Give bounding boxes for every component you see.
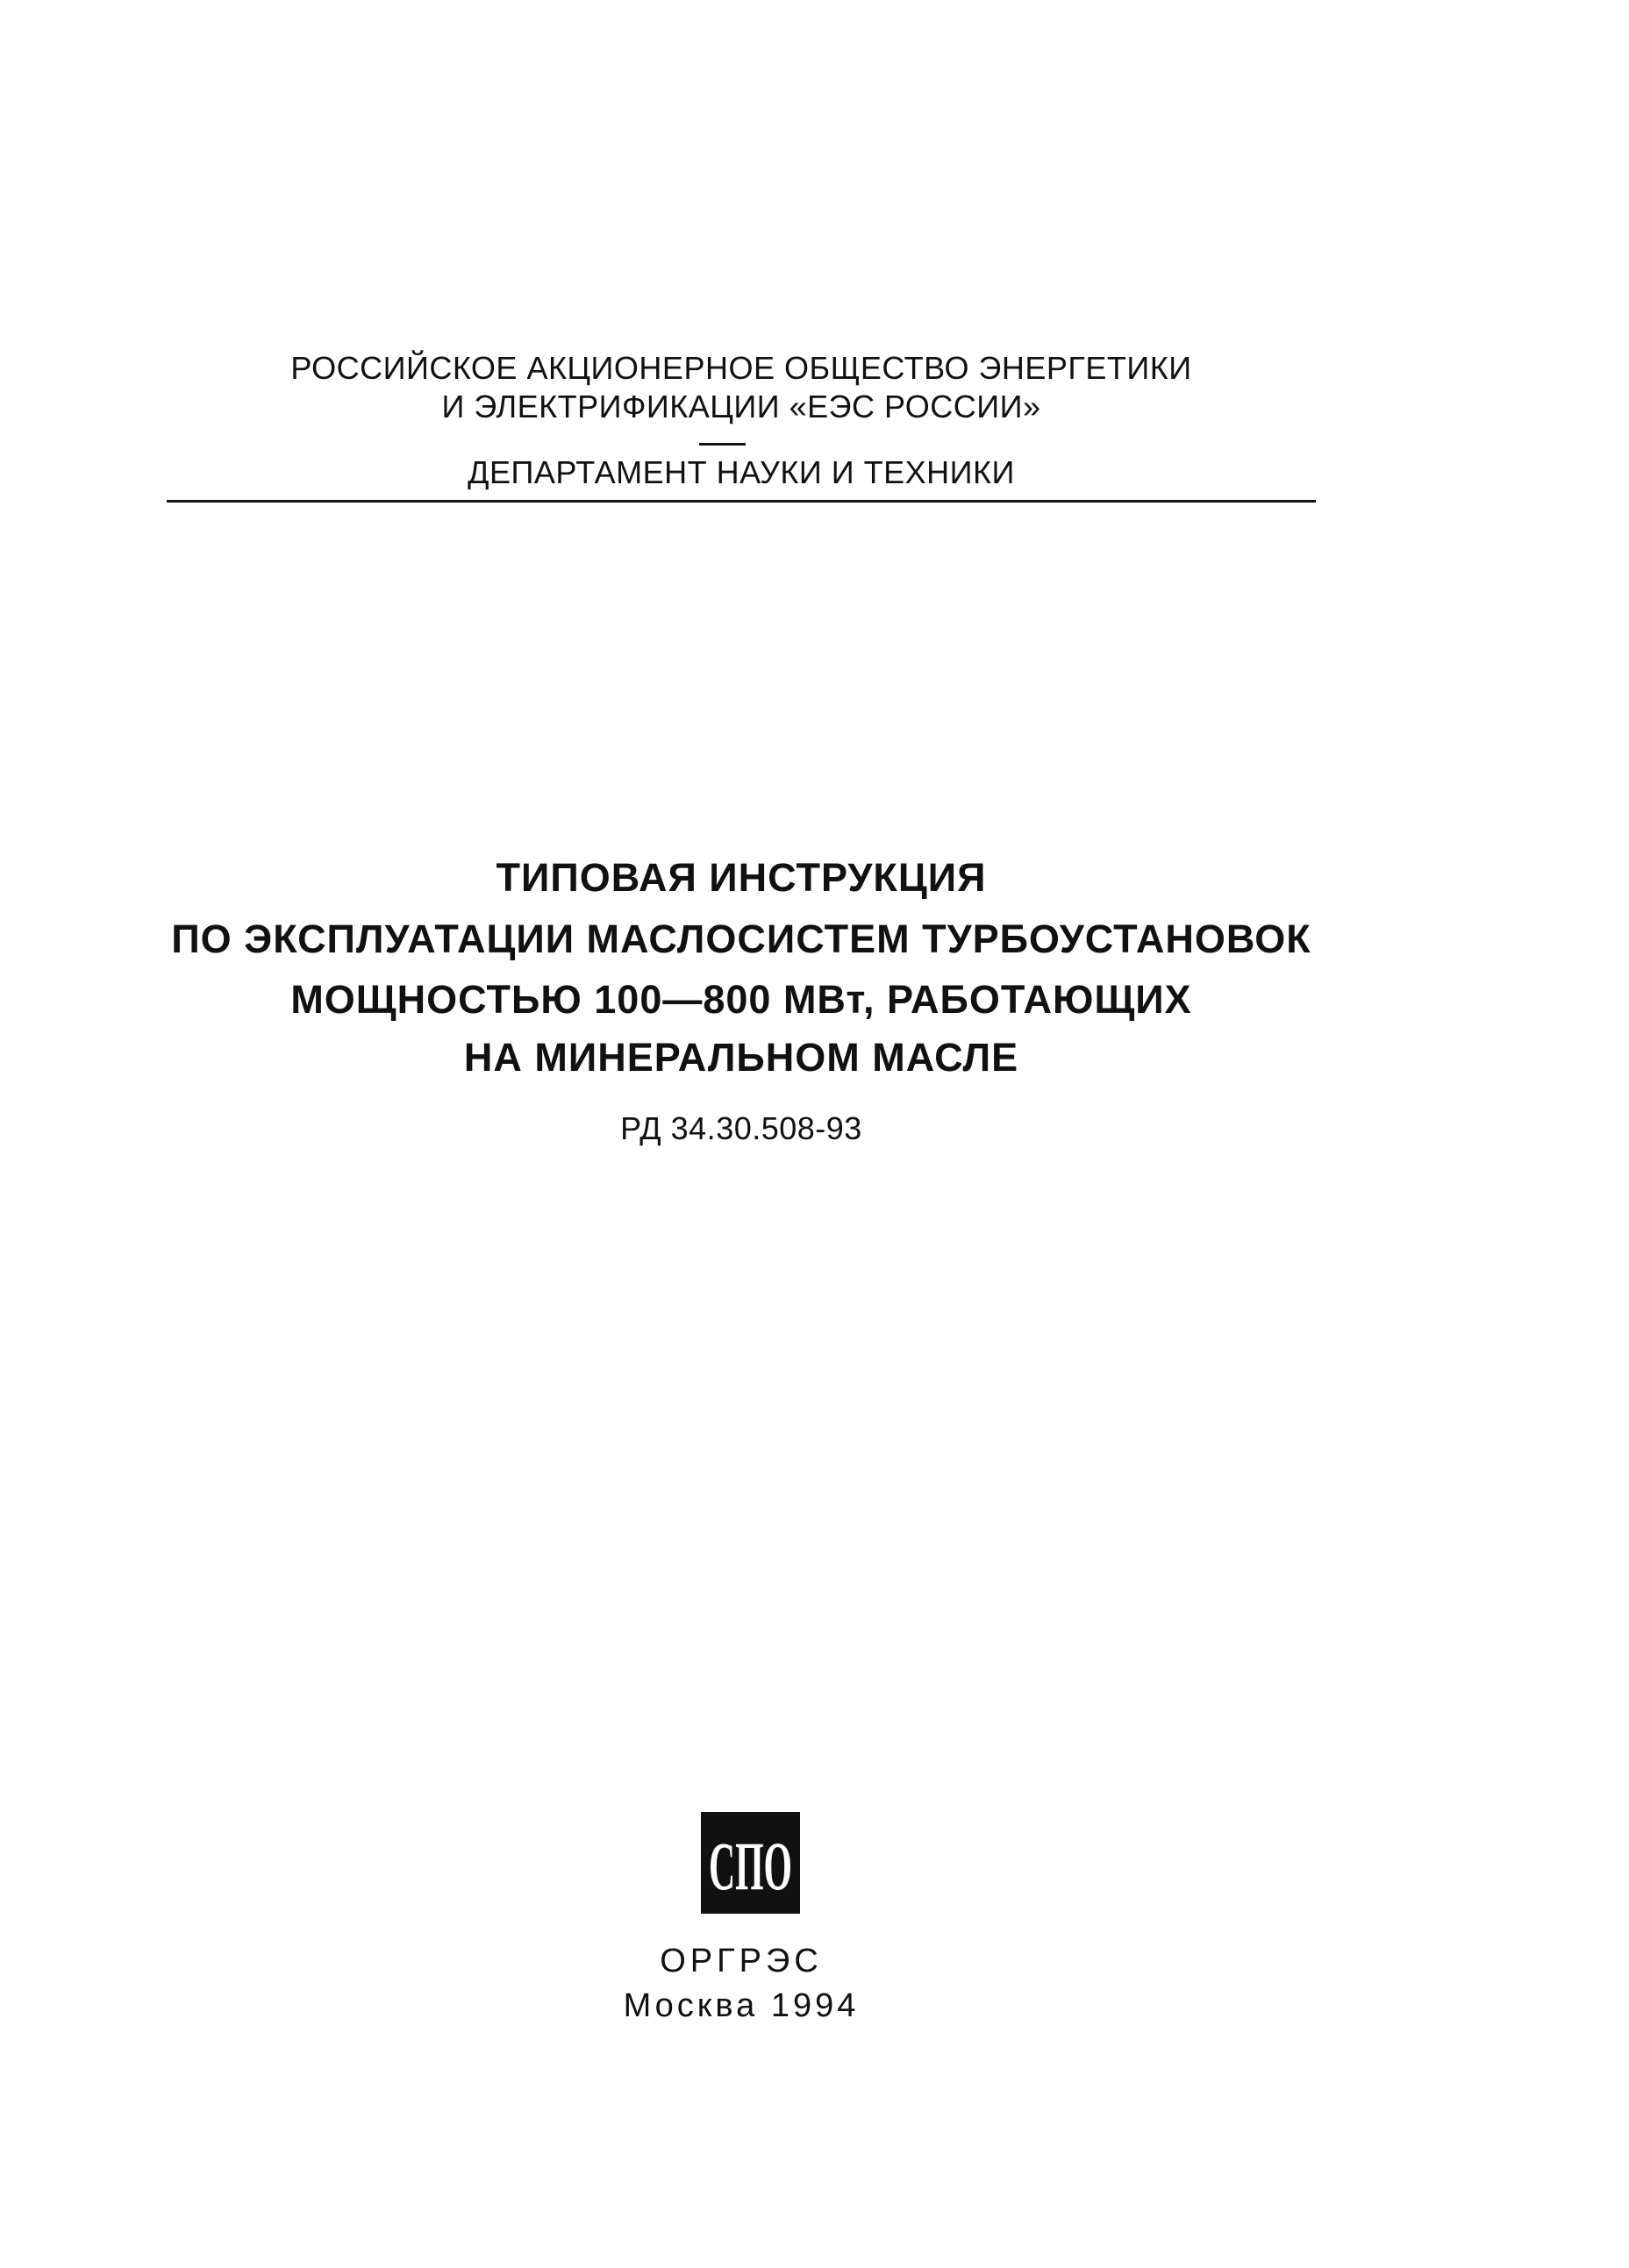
- document-title-line2: ПО ЭКСПЛУАТАЦИИ МАСЛОСИСТЕМ ТУРБОУСТАНОВОК: [171, 916, 1311, 961]
- city-year: Москва 1994: [623, 1987, 860, 2024]
- department-name: ДЕПАРТАМЕНТ НАУКИ И ТЕХНИКИ: [468, 454, 1015, 490]
- header-rule: [167, 500, 1316, 503]
- separator-dash: [699, 443, 746, 446]
- logo-text: СПО: [709, 1828, 792, 1904]
- document-code: РД 34.30.508-93: [620, 1110, 862, 1146]
- document-title-line1: ТИПОВАЯ ИНСТРУКЦИЯ: [496, 855, 987, 900]
- publisher-name: ОРГРЭС: [660, 1943, 823, 1979]
- organization-name-line1: РОССИЙСКОЕ АКЦИОНЕРНОЕ ОБЩЕСТВО ЭНЕРГЕТИКИ: [290, 350, 1192, 386]
- spo-logo-icon: [701, 1812, 800, 1914]
- organization-name-line2: И ЭЛЕКТРИФИКАЦИИ «ЕЭС РОССИИ»: [441, 389, 1041, 424]
- document-title-line4: НА МИНЕРАЛЬНОМ МАСЛЕ: [463, 1035, 1019, 1080]
- document-title-line3: МОЩНОСТЬЮ 100—800 МВт, РАБОТАЮЩИХ: [290, 977, 1192, 1022]
